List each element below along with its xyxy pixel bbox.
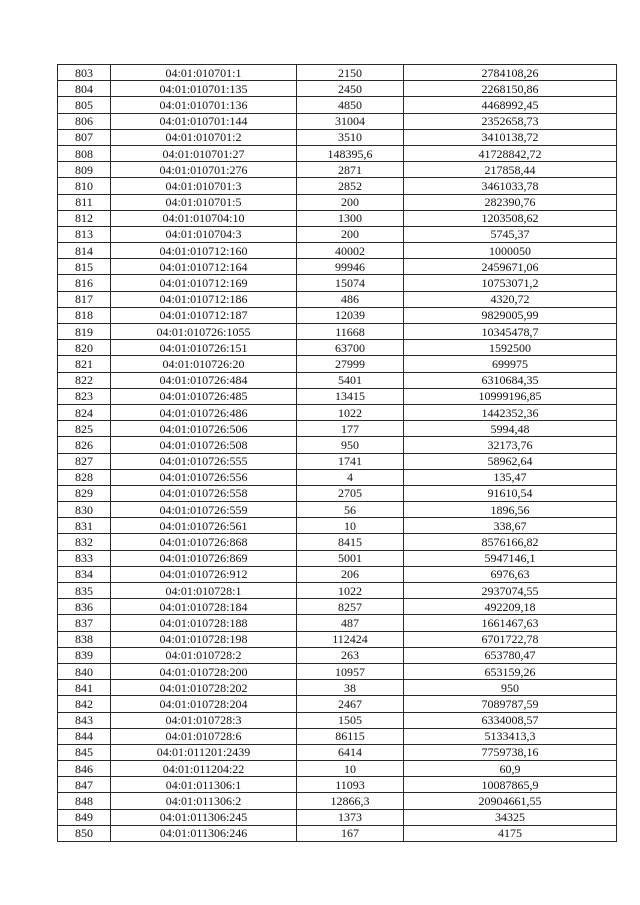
value-cell: 5947146,1 [404, 550, 617, 566]
value-cell: 3410138,72 [404, 129, 617, 145]
row-number-cell: 826 [58, 437, 111, 453]
value-cell: 653159,26 [404, 663, 617, 679]
row-number-cell: 845 [58, 744, 111, 760]
area-cell: 263 [297, 647, 404, 663]
cadastral-number-cell: 04:01:010701:2 [111, 129, 297, 145]
area-cell: 63700 [297, 340, 404, 356]
value-cell: 1203508,62 [404, 210, 617, 226]
area-cell: 86115 [297, 728, 404, 744]
table-row [58, 793, 617, 809]
table-row [58, 696, 617, 712]
cadastral-number-cell: 04:01:010726:555 [111, 453, 297, 469]
table-row [58, 583, 617, 599]
row-number-cell: 832 [58, 534, 111, 550]
area-cell: 1022 [297, 404, 404, 420]
value-cell: 1442352,36 [404, 404, 617, 420]
area-cell: 200 [297, 226, 404, 242]
row-number-cell: 827 [58, 453, 111, 469]
area-cell: 112424 [297, 631, 404, 647]
row-number-cell: 846 [58, 761, 111, 777]
area-cell: 486 [297, 291, 404, 307]
row-number-cell: 843 [58, 712, 111, 728]
area-cell: 1300 [297, 210, 404, 226]
value-cell: 10753071,2 [404, 275, 617, 291]
table-row [58, 291, 617, 307]
area-cell: 12039 [297, 307, 404, 323]
cadastral-number-cell: 04:01:010712:164 [111, 259, 297, 275]
area-cell: 2467 [297, 696, 404, 712]
cadastral-number-cell: 04:01:010726:508 [111, 437, 297, 453]
cadastral-number-cell: 04:01:010712:160 [111, 243, 297, 259]
area-cell: 12866,3 [297, 793, 404, 809]
area-cell: 1505 [297, 712, 404, 728]
value-cell: 10999196,85 [404, 388, 617, 404]
cadastral-number-cell: 04:01:010701:1 [111, 65, 297, 81]
value-cell: 2352658,73 [404, 113, 617, 129]
table-row [58, 744, 617, 760]
value-cell: 1896,56 [404, 502, 617, 518]
value-cell: 217858,44 [404, 162, 617, 178]
value-cell: 2784108,26 [404, 65, 617, 81]
row-number-cell: 842 [58, 696, 111, 712]
row-number-cell: 839 [58, 647, 111, 663]
table-row [58, 226, 617, 242]
table-row [58, 275, 617, 291]
row-number-cell: 844 [58, 728, 111, 744]
cadastral-number-cell: 04:01:010701:136 [111, 97, 297, 113]
area-cell: 2705 [297, 485, 404, 501]
value-cell: 4468992,45 [404, 97, 617, 113]
value-cell: 10345478,7 [404, 324, 617, 340]
cadastral-number-cell: 04:01:011306:246 [111, 825, 297, 841]
area-cell: 200 [297, 194, 404, 210]
row-number-cell: 810 [58, 178, 111, 194]
value-cell: 3461033,78 [404, 178, 617, 194]
cadastral-number-cell: 04:01:010726:559 [111, 502, 297, 518]
table-row [58, 307, 617, 323]
cadastral-number-cell: 04:01:010726:20 [111, 356, 297, 372]
area-cell: 8415 [297, 534, 404, 550]
cadastral-number-cell: 04:01:010728:200 [111, 663, 297, 679]
value-cell: 6976,63 [404, 566, 617, 582]
value-cell: 34325 [404, 809, 617, 825]
cadastral-number-cell: 04:01:011306:2 [111, 793, 297, 809]
row-number-cell: 831 [58, 518, 111, 534]
cadastral-number-cell: 04:01:010701:3 [111, 178, 297, 194]
table-row [58, 81, 617, 97]
row-number-cell: 840 [58, 663, 111, 679]
area-cell: 5401 [297, 372, 404, 388]
table-row [58, 728, 617, 744]
cadastral-number-cell: 04:01:010728:3 [111, 712, 297, 728]
cadastral-number-cell: 04:01:010701:27 [111, 145, 297, 161]
table-row [58, 162, 617, 178]
table-row [58, 485, 617, 501]
table-row [58, 324, 617, 340]
value-cell: 41728842,72 [404, 145, 617, 161]
table-row [58, 615, 617, 631]
cadastral-number-cell: 04:01:010704:3 [111, 226, 297, 242]
area-cell: 27999 [297, 356, 404, 372]
area-cell: 148395,6 [297, 145, 404, 161]
row-number-cell: 815 [58, 259, 111, 275]
cadastral-number-cell: 04:01:010726:868 [111, 534, 297, 550]
area-cell: 1373 [297, 809, 404, 825]
value-cell: 338,67 [404, 518, 617, 534]
cadastral-number-cell: 04:01:010701:135 [111, 81, 297, 97]
row-number-cell: 837 [58, 615, 111, 631]
row-number-cell: 838 [58, 631, 111, 647]
row-number-cell: 850 [58, 825, 111, 841]
value-cell: 9829005,99 [404, 307, 617, 323]
row-number-cell: 803 [58, 65, 111, 81]
row-number-cell: 834 [58, 566, 111, 582]
area-cell: 2852 [297, 178, 404, 194]
table-row [58, 97, 617, 113]
table-row [58, 372, 617, 388]
cadastral-number-cell: 04:01:010726:561 [111, 518, 297, 534]
table-row [58, 243, 617, 259]
cadastral-number-cell: 04:01:010728:198 [111, 631, 297, 647]
table-row [58, 437, 617, 453]
value-cell: 1661467,63 [404, 615, 617, 631]
row-number-cell: 849 [58, 809, 111, 825]
value-cell: 5745,37 [404, 226, 617, 242]
cadastral-number-cell: 04:01:011201:2439 [111, 744, 297, 760]
row-number-cell: 829 [58, 485, 111, 501]
cadastral-number-cell: 04:01:010728:202 [111, 680, 297, 696]
value-cell: 282390,76 [404, 194, 617, 210]
row-number-cell: 835 [58, 583, 111, 599]
area-cell: 1741 [297, 453, 404, 469]
cadastral-number-cell: 04:01:010726:556 [111, 469, 297, 485]
area-cell: 487 [297, 615, 404, 631]
cadastral-number-cell: 04:01:010726:558 [111, 485, 297, 501]
table-row [58, 113, 617, 129]
cadastral-number-cell: 04:01:010701:5 [111, 194, 297, 210]
area-cell: 2871 [297, 162, 404, 178]
table-row [58, 712, 617, 728]
value-cell: 2268150,86 [404, 81, 617, 97]
cadastral-number-cell: 04:01:010712:169 [111, 275, 297, 291]
row-number-cell: 828 [58, 469, 111, 485]
cadastral-number-cell: 04:01:010728:6 [111, 728, 297, 744]
table-body [58, 65, 617, 842]
row-number-cell: 833 [58, 550, 111, 566]
area-cell: 15074 [297, 275, 404, 291]
table-row [58, 404, 617, 420]
cadastral-number-cell: 04:01:010726:506 [111, 421, 297, 437]
value-cell: 4175 [404, 825, 617, 841]
area-cell: 11668 [297, 324, 404, 340]
value-cell: 2937074,55 [404, 583, 617, 599]
table-row [58, 178, 617, 194]
table-row [58, 194, 617, 210]
area-cell: 38 [297, 680, 404, 696]
table-row [58, 340, 617, 356]
value-cell: 653780,47 [404, 647, 617, 663]
table-row [58, 145, 617, 161]
table-row [58, 502, 617, 518]
row-number-cell: 813 [58, 226, 111, 242]
value-cell: 6310684,35 [404, 372, 617, 388]
table-row [58, 566, 617, 582]
table-row [58, 388, 617, 404]
row-number-cell: 812 [58, 210, 111, 226]
cadastral-number-cell: 04:01:011306:1 [111, 777, 297, 793]
value-cell: 91610,54 [404, 485, 617, 501]
cadastral-number-cell: 04:01:010701:144 [111, 113, 297, 129]
area-cell: 950 [297, 437, 404, 453]
cadastral-number-cell: 04:01:010726:869 [111, 550, 297, 566]
value-cell: 135,47 [404, 469, 617, 485]
table-row [58, 534, 617, 550]
value-cell: 5133413,3 [404, 728, 617, 744]
row-number-cell: 811 [58, 194, 111, 210]
table-row [58, 518, 617, 534]
row-number-cell: 821 [58, 356, 111, 372]
table-row [58, 599, 617, 615]
table-row [58, 550, 617, 566]
area-cell: 31004 [297, 113, 404, 129]
table-row [58, 809, 617, 825]
value-cell: 58962,64 [404, 453, 617, 469]
row-number-cell: 823 [58, 388, 111, 404]
area-cell: 40002 [297, 243, 404, 259]
area-cell: 4850 [297, 97, 404, 113]
value-cell: 20904661,55 [404, 793, 617, 809]
cadastral-number-cell: 04:01:010704:10 [111, 210, 297, 226]
row-number-cell: 804 [58, 81, 111, 97]
cadastral-number-cell: 04:01:010728:188 [111, 615, 297, 631]
row-number-cell: 808 [58, 145, 111, 161]
cadastral-number-cell: 04:01:010728:184 [111, 599, 297, 615]
land-parcel-table [57, 64, 617, 842]
value-cell: 60,9 [404, 761, 617, 777]
table-row [58, 663, 617, 679]
value-cell: 7089787,59 [404, 696, 617, 712]
row-number-cell: 836 [58, 599, 111, 615]
area-cell: 2150 [297, 65, 404, 81]
value-cell: 7759738,16 [404, 744, 617, 760]
table-row [58, 259, 617, 275]
value-cell: 4320,72 [404, 291, 617, 307]
area-cell: 99946 [297, 259, 404, 275]
table-row [58, 469, 617, 485]
cadastral-number-cell: 04:01:010728:2 [111, 647, 297, 663]
row-number-cell: 807 [58, 129, 111, 145]
value-cell: 1592500 [404, 340, 617, 356]
cadastral-number-cell: 04:01:010726:912 [111, 566, 297, 582]
area-cell: 13415 [297, 388, 404, 404]
row-number-cell: 816 [58, 275, 111, 291]
value-cell: 1000050 [404, 243, 617, 259]
table-row [58, 680, 617, 696]
cadastral-number-cell: 04:01:011204:22 [111, 761, 297, 777]
row-number-cell: 848 [58, 793, 111, 809]
row-number-cell: 818 [58, 307, 111, 323]
area-cell: 5001 [297, 550, 404, 566]
area-cell: 10957 [297, 663, 404, 679]
value-cell: 492209,18 [404, 599, 617, 615]
row-number-cell: 817 [58, 291, 111, 307]
cadastral-number-cell: 04:01:010726:151 [111, 340, 297, 356]
area-cell: 6414 [297, 744, 404, 760]
area-cell: 10 [297, 518, 404, 534]
table-row [58, 777, 617, 793]
cadastral-number-cell: 04:01:010726:486 [111, 404, 297, 420]
row-number-cell: 820 [58, 340, 111, 356]
table-row [58, 631, 617, 647]
value-cell: 699975 [404, 356, 617, 372]
row-number-cell: 830 [58, 502, 111, 518]
area-cell: 10 [297, 761, 404, 777]
area-cell: 56 [297, 502, 404, 518]
value-cell: 2459671,06 [404, 259, 617, 275]
row-number-cell: 805 [58, 97, 111, 113]
cadastral-number-cell: 04:01:010726:484 [111, 372, 297, 388]
row-number-cell: 809 [58, 162, 111, 178]
cadastral-number-cell: 04:01:010726:485 [111, 388, 297, 404]
table-row [58, 647, 617, 663]
area-cell: 11093 [297, 777, 404, 793]
value-cell: 5994,48 [404, 421, 617, 437]
table-row [58, 65, 617, 81]
table-row [58, 356, 617, 372]
value-cell: 10087865,9 [404, 777, 617, 793]
cadastral-number-cell: 04:01:010712:186 [111, 291, 297, 307]
cadastral-number-cell: 04:01:010712:187 [111, 307, 297, 323]
cadastral-number-cell: 04:01:010726:1055 [111, 324, 297, 340]
cadastral-number-cell: 04:01:010728:1 [111, 583, 297, 599]
row-number-cell: 806 [58, 113, 111, 129]
area-cell: 1022 [297, 583, 404, 599]
area-cell: 4 [297, 469, 404, 485]
value-cell: 950 [404, 680, 617, 696]
row-number-cell: 825 [58, 421, 111, 437]
value-cell: 8576166,82 [404, 534, 617, 550]
value-cell: 6701722,78 [404, 631, 617, 647]
row-number-cell: 822 [58, 372, 111, 388]
value-cell: 32173,76 [404, 437, 617, 453]
cadastral-number-cell: 04:01:011306:245 [111, 809, 297, 825]
area-cell: 8257 [297, 599, 404, 615]
table-row [58, 453, 617, 469]
value-cell: 6334008,57 [404, 712, 617, 728]
area-cell: 206 [297, 566, 404, 582]
row-number-cell: 847 [58, 777, 111, 793]
cadastral-number-cell: 04:01:010728:204 [111, 696, 297, 712]
row-number-cell: 814 [58, 243, 111, 259]
table-row [58, 129, 617, 145]
row-number-cell: 819 [58, 324, 111, 340]
area-cell: 167 [297, 825, 404, 841]
cadastral-number-cell: 04:01:010701:276 [111, 162, 297, 178]
table-row [58, 421, 617, 437]
area-cell: 177 [297, 421, 404, 437]
row-number-cell: 841 [58, 680, 111, 696]
table-row [58, 210, 617, 226]
area-cell: 3510 [297, 129, 404, 145]
table-row [58, 825, 617, 841]
table-row [58, 761, 617, 777]
row-number-cell: 824 [58, 404, 111, 420]
area-cell: 2450 [297, 81, 404, 97]
